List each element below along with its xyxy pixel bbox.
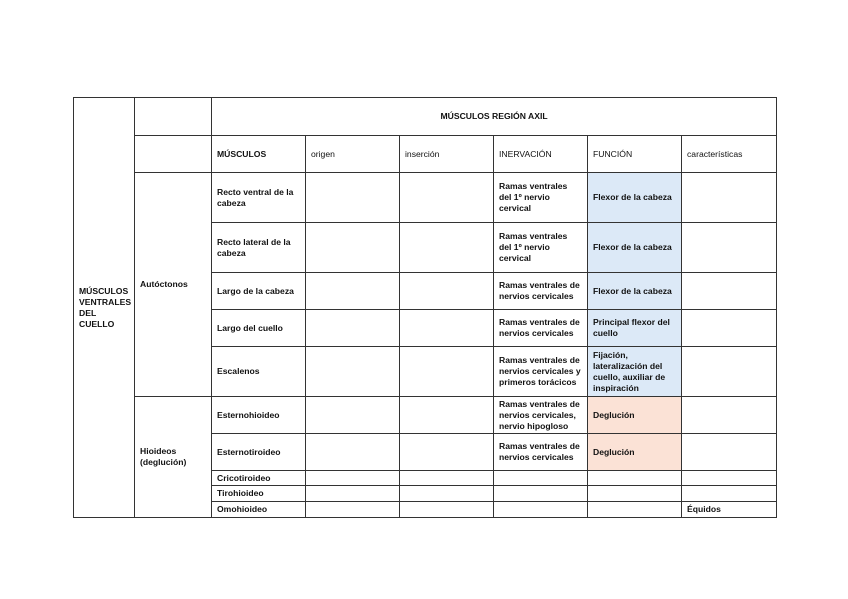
header-funcion: FUNCIÓN [588, 136, 682, 173]
inervacion-cell: Ramas ventrales de nervios cervicales [494, 310, 588, 347]
subgroup-autoctonos: Autóctonos [135, 173, 212, 397]
header-origen: origen [306, 136, 400, 173]
empty-cell [135, 136, 212, 173]
origen-cell [306, 173, 400, 223]
group-main-cell: MÚSCULOS VENTRALES DEL CUELLO [74, 98, 135, 518]
funcion-cell: Flexor de la cabeza [588, 173, 682, 223]
musculo-cell: Esternohioideo [212, 397, 306, 434]
muscles-table [73, 97, 777, 518]
inervacion-cell [494, 486, 588, 502]
header-row [74, 136, 777, 173]
header-musculos: MÚSCULOS [212, 136, 306, 173]
insercion-cell [400, 397, 494, 434]
caracteristicas-cell [682, 471, 777, 486]
origen-cell [306, 347, 400, 397]
inervacion-cell: Ramas ventrales de nervios cervicales y primeros torácicos [494, 347, 588, 397]
table-title: MÚSCULOS REGIÓN AXIL [212, 98, 777, 136]
inervacion-cell [494, 502, 588, 518]
insercion-cell [400, 273, 494, 310]
inervacion-cell: Ramas ventrales del 1º nervio cervical [494, 173, 588, 223]
insercion-cell [400, 471, 494, 486]
insercion-cell [400, 310, 494, 347]
musculo-cell: Tirohioideo [212, 486, 306, 502]
caracteristicas-cell [682, 397, 777, 434]
musculo-cell: Recto lateral de la cabeza [212, 223, 306, 273]
musculo-cell: Esternotiroideo [212, 434, 306, 471]
musculo-cell: Omohioideo [212, 502, 306, 518]
funcion-cell: Fijación, lateralización del cuello, auxiliar de inspiración [588, 347, 682, 397]
origen-cell [306, 486, 400, 502]
table-row [74, 173, 777, 223]
caracteristicas-cell [682, 273, 777, 310]
caracteristicas-cell [682, 310, 777, 347]
musculo-cell: Largo de la cabeza [212, 273, 306, 310]
insercion-cell [400, 434, 494, 471]
origen-cell [306, 273, 400, 310]
origen-cell [306, 502, 400, 518]
origen-cell [306, 223, 400, 273]
insercion-cell [400, 347, 494, 397]
header-caracteristicas: características [682, 136, 777, 173]
funcion-cell: Flexor de la cabeza [588, 223, 682, 273]
header-insercion: inserción [400, 136, 494, 173]
inervacion-cell: Ramas ventrales de nervios cervicales [494, 434, 588, 471]
funcion-cell [588, 486, 682, 502]
caracteristicas-cell [682, 486, 777, 502]
origen-cell [306, 310, 400, 347]
funcion-cell: Deglución [588, 434, 682, 471]
funcion-cell [588, 471, 682, 486]
empty-cell [135, 98, 212, 136]
musculo-cell: Cricotiroideo [212, 471, 306, 486]
caracteristicas-cell: Équidos [682, 502, 777, 518]
origen-cell [306, 434, 400, 471]
insercion-cell [400, 502, 494, 518]
musculo-cell: Largo del cuello [212, 310, 306, 347]
origen-cell [306, 397, 400, 434]
inervacion-cell: Ramas ventrales de nervios cervicales, nervio hipogloso [494, 397, 588, 434]
inervacion-cell: Ramas ventrales de nervios cervicales [494, 273, 588, 310]
funcion-cell [588, 502, 682, 518]
header-inervacion: INERVACIÓN [494, 136, 588, 173]
funcion-cell: Deglución [588, 397, 682, 434]
musculo-cell: Recto ventral de la cabeza [212, 173, 306, 223]
caracteristicas-cell [682, 173, 777, 223]
title-row [74, 98, 777, 136]
funcion-cell: Principal flexor del cuello [588, 310, 682, 347]
subgroup-hioideos: Hioideos (deglución) [135, 397, 212, 518]
funcion-cell: Flexor de la cabeza [588, 273, 682, 310]
inervacion-cell [494, 471, 588, 486]
inervacion-cell: Ramas ventrales del 1º nervio cervical [494, 223, 588, 273]
caracteristicas-cell [682, 434, 777, 471]
table-row [74, 397, 777, 434]
musculo-cell: Escalenos [212, 347, 306, 397]
caracteristicas-cell [682, 223, 777, 273]
origen-cell [306, 471, 400, 486]
insercion-cell [400, 223, 494, 273]
caracteristicas-cell [682, 347, 777, 397]
insercion-cell [400, 173, 494, 223]
insercion-cell [400, 486, 494, 502]
